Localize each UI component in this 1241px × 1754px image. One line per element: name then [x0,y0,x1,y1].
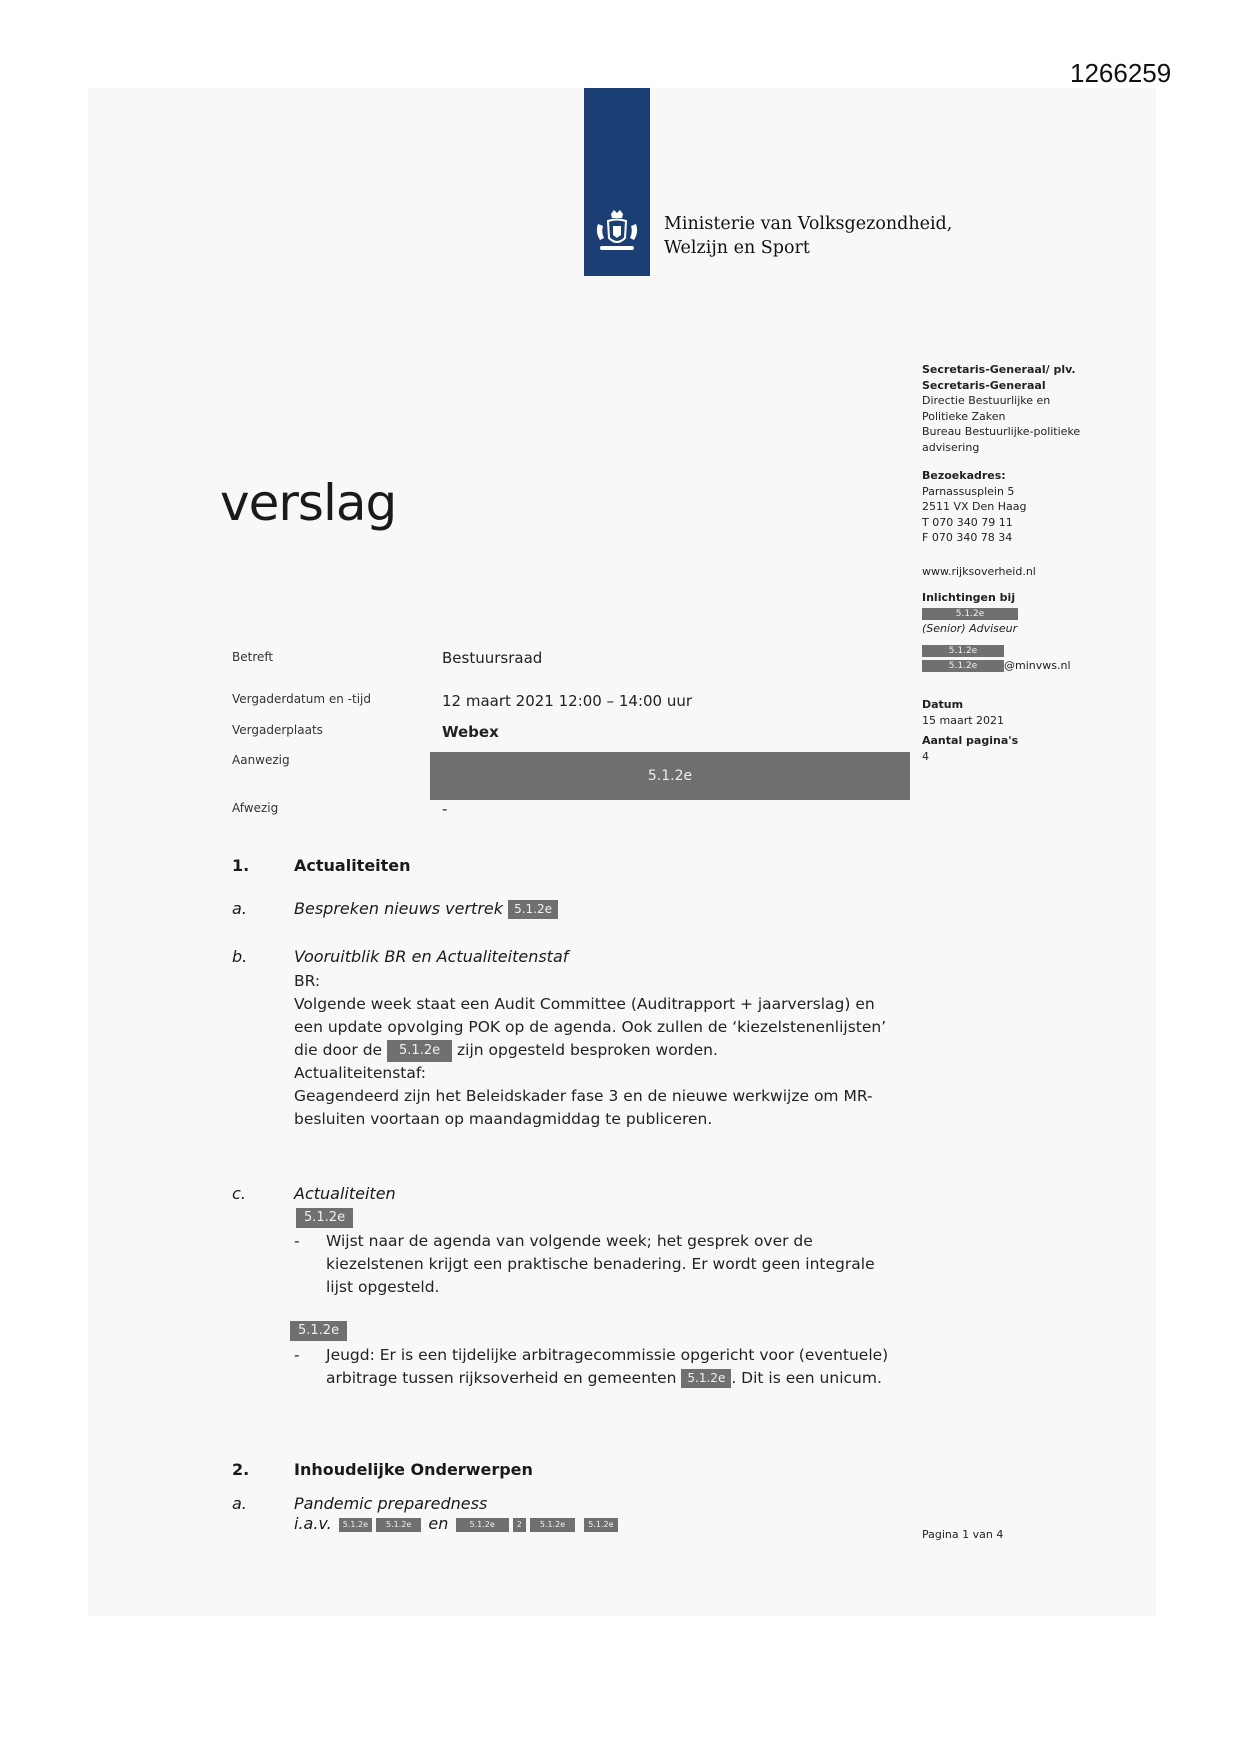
item-2a-letter: a. [232,1494,247,1513]
sidebar-website: www.rijksoverheid.nl [922,565,1036,578]
royal-crest-icon [592,208,642,258]
redaction-2a-3: 5.1.2e [456,1518,509,1532]
redaction-contact-phone: 5.1.2e [922,645,1004,657]
redaction-2a-1: 5.1.2e [339,1518,372,1532]
item-1b-title: Vooruitblik BR en Actualiteitenstaf [294,947,569,966]
document-number: 1266259 [1070,58,1172,88]
aanwezig-label: Aanwezig [232,753,290,767]
vergaderdatum-label: Vergaderdatum en -tijd [232,692,371,706]
betreft-label: Betreft [232,650,274,664]
section-1-number: 1. [232,856,250,875]
redaction-aanwezig: 5.1.2e [430,752,910,800]
section-2-number: 2. [232,1460,250,1479]
document-type: verslag [220,474,397,532]
item-1c-title: Actualiteiten [294,1184,396,1203]
betreft-value: Bestuursraad [442,649,543,667]
item-2a-title: Pandemic preparedness [294,1494,488,1513]
logo-bar [584,88,650,276]
item-1a-title: Bespreken nieuws vertrek 5.1.2e [294,899,558,919]
item-1b-letter: b. [232,947,248,966]
item-1c-bullet-1: - Wijst naar de agenda van volgende week; het gesprek over de kiezelstenen krijgt een praktische benadering. Er wordt geen integrale lijst opgesteld. [294,1232,875,1296]
afwezig-value: - [442,800,448,818]
redaction-1b: 5.1.2e [387,1040,452,1062]
redaction-2a-2: 5.1.2e [376,1518,421,1532]
redaction-2a-4: 2 [513,1518,526,1532]
sidebar-contact: Inlichtingen bij 5.1.2e (Senior) Adviseur 5.1.2e 5.1.2e @minvws.nl [922,591,1071,672]
redaction-1c-gemeenten: 5.1.2e [681,1369,731,1388]
item-1c-bullet-2: - Jeugd: Er is een tijdelijke arbitragecommissie opgericht voor (eventuele) arbitrage tussen rijksoverheid en gemeenten 5.1.2e . Dit is een unicum. [294,1346,889,1387]
redaction-contact-email: 5.1.2e [922,660,1004,672]
item-1c-letter: c. [232,1184,246,1203]
sidebar-address: Bezoekadres: Parnassusplein 5 2511 VX Den Haag T 070 340 79 11 F 070 340 78 34 [922,469,1027,544]
section-2-title: Inhoudelijke Onderwerpen [294,1460,533,1479]
sidebar-date: Datum 15 maart 2021 Aantal pagina's 4 [922,698,1019,763]
vergaderplaats-label: Vergaderplaats [232,723,323,737]
ministry-name: Ministerie van Volksgezondheid, Welzijn en Sport [664,214,953,258]
page-number: Pagina 1 van 4 [922,1528,1004,1541]
redaction-speaker-2: 5.1.2e [290,1321,347,1341]
contact-email-domain: @minvws.nl [1004,659,1071,672]
vergaderplaats-value: Webex [442,723,499,741]
item-1a-letter: a. [232,899,247,918]
section-1-title: Actualiteiten [294,856,411,875]
sidebar-organisation: Secretaris-Generaal/ plv. Secretaris-Generaal Directie Bestuurlijke en Politieke Zaken Bureau Bestuurlijke-politieke advisering [922,363,1081,454]
redaction-1a: 5.1.2e [508,900,558,919]
redaction-speaker-1: 5.1.2e [296,1208,353,1228]
redaction-contact-name: 5.1.2e [922,608,1018,620]
vergaderdatum-value: 12 maart 2021 12:00 – 14:00 uur [442,692,693,710]
item-1b-body: BR: Volgende week staat een Audit Committee (Auditrapport + jaarverslag) en een update opvolging POK op de agenda. Ook zullen de ‘kiezelstenenlijsten’ die door de 5.1.2e zijn opgesteld besproken worden. Actualiteitenstaf: Geagendeerd zijn het Beleidskader fase 3 en de nieuwe werkwijze om MR-besluiten voortaan op maandagmiddag te publiceren. [294,972,887,1128]
afwezig-label: Afwezig [232,801,279,815]
redaction-2a-6: 5.1.2e [584,1518,617,1532]
item-2a-attendees: i.a.v. 5.1.2e 5.1.2e en 5.1.2e 2 5.1.2e 5.1.2e [294,1514,620,1533]
redaction-2a-5: 5.1.2e [530,1518,575,1532]
